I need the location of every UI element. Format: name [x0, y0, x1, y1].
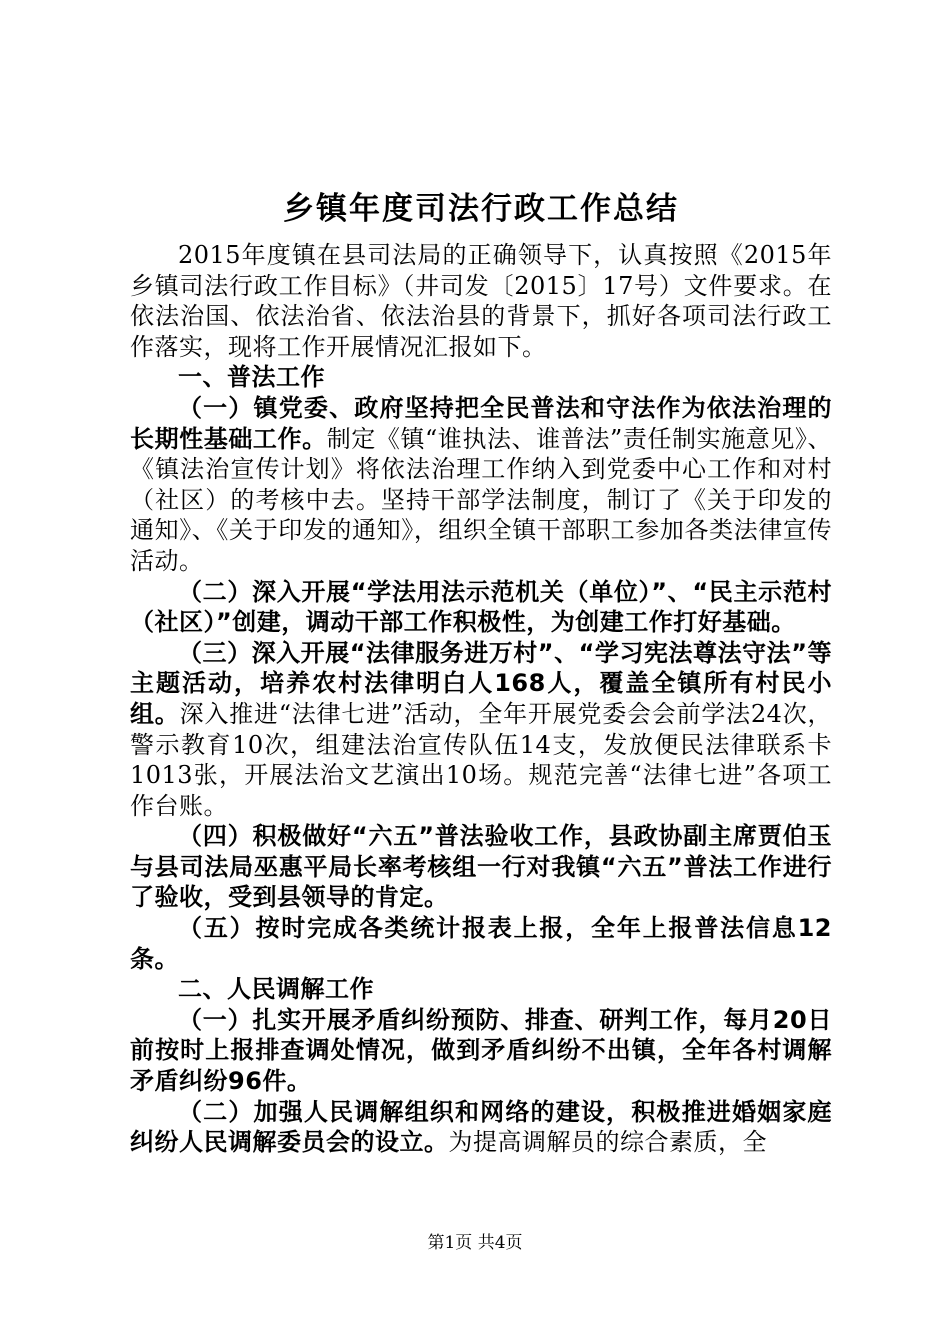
section2-item2-rest: 为提高调解员的综合素质，全 [448, 1128, 767, 1157]
section1-item3-rest: 深入推进“法律七进”活动，全年开展党委会会前学法24次，警示教育10次，组建法治宣传队伍14支，发放便民法律联系卡1013张，开展法治文艺演出10场。规范完善“法律七进”各项工作台账。 [130, 699, 833, 820]
section1-item1-rest: 制定《镇“谁执法、谁普法”责任制实施意见》、《镇法治宣传计划》将依法治理工作纳入到党委中心工作和对村（社区）的考核中去。坚持干部学法制度，制订了《关于印发的通知》、《关于印发的通知》，组织全镇干部职工参加各类法律宣传活动。 [130, 424, 833, 575]
section1-item3-bold: （三）深入开展“法律服务进万村”、“学习宪法尊法守法”等主题活动，培养农村法律明白人168人，覆盖全镇所有村民小组。 [130, 638, 832, 728]
section2-item2 [130, 1097, 832, 1158]
section2-item1: （一）扎实开展矛盾纠纷预防、排查、研判工作，每月20日前按时上报排查调处情况，做到矛盾纠纷不出镇，全年各村调解矛盾纠纷96件。 [130, 1005, 832, 1096]
intro-paragraph: 2015年度镇在县司法局的正确领导下，认真按照《2015年乡镇司法行政工作目标》（井司发〔2015〕17号）文件要求。在依法治国、依法治省、依法治县的背景下，抓好各项司法行政工作落实，现将工作开展情况汇报如下。 [130, 241, 832, 361]
section1-heading: 一、普法工作 [178, 363, 325, 392]
section1-item3 [130, 638, 832, 822]
document-body [130, 240, 832, 1158]
section1-item4: （四）积极做好“六五”普法验收工作，县政协副主席贾伯玉与县司法局巫惠平局长率考核组一行对我镇“六五”普法工作进行了验收，受到县领导的肯定。 [130, 822, 832, 912]
page-footer: 第1页 共4页 [427, 1233, 523, 1253]
section2-heading: 二、人民调解工作 [178, 975, 374, 1004]
section2-item2-bold: （二）加强人民调解组织和网络的建设，积极推进婚姻家庭纠纷人民调解委员会的设立。 [130, 1097, 832, 1157]
section1-item1 [130, 393, 832, 577]
section1-item5: （五）按时完成各类统计报表上报，全年上报普法信息12条。 [130, 914, 832, 973]
section1-item1-bold: （一）镇党委、政府坚持把全民普法和守法作为依法治理的长期性基础工作。 [130, 393, 832, 453]
section1-item2: （二）深入开展“学法用法示范机关（单位）”、“民主示范村（社区）”创建，调动干部工作积极性，为创建工作打好基础。 [130, 577, 832, 637]
document-title: 乡镇年度司法行政工作总结 [283, 191, 679, 227]
